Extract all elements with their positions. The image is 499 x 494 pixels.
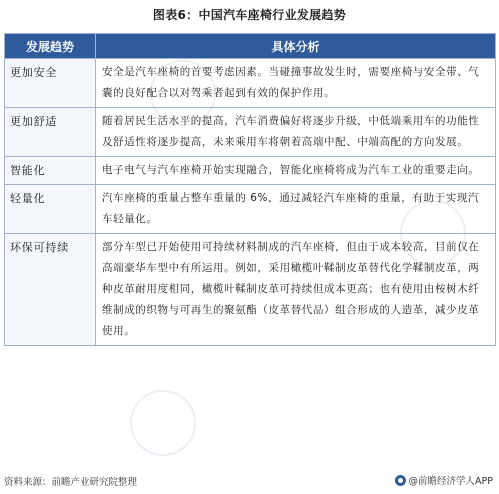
figure-title: 图表6：中国汽车座椅行业发展趋势 — [152, 8, 347, 22]
brand-logo-icon — [395, 475, 406, 486]
table-row — [5, 234, 496, 346]
trend-analysis: 部分车型已开始使用可持续材料制成的汽车座椅，但由于成本较高，目前仅在高端豪华车型中有所运用。例如，采用橄榄叶鞣制皮革替代化学鞣制皮革，两种皮革耐用度相同，橄榄叶鞣制皮革可持续但成本更高；也有使用由桉树木纤维制成的织物与可再生的聚氨酯（皮革替代品）组合形成的人造革，减少皮革使用。 — [96, 234, 496, 346]
trend-category: 更加舒适 — [5, 108, 96, 157]
table-row — [5, 108, 496, 157]
trend-analysis: 安全是汽车座椅的首要考虑因素。当碰撞事故发生时，需要座椅与安全带、气囊的良好配合以对驾乘者起到有效的保护作用。 — [96, 59, 496, 108]
trend-table — [4, 33, 496, 346]
watermark-logo — [130, 390, 196, 456]
trend-category: 环保可持续 — [5, 234, 96, 346]
trend-category: 智能化 — [5, 157, 96, 185]
table-row — [5, 185, 496, 234]
column-header-analysis: 具体分析 — [96, 34, 496, 59]
table-row — [5, 59, 496, 108]
trend-category: 更加安全 — [5, 59, 96, 108]
brand-label: @前瞻经济学人APP — [408, 476, 493, 487]
brand-credit — [395, 473, 493, 487]
trend-category: 轻量化 — [5, 185, 96, 234]
source-note: 资料来源：前瞻产业研究院整理 — [4, 477, 138, 488]
table-row — [5, 157, 496, 185]
trend-analysis: 汽车座椅的重量占整车重量的 6%，通过减轻汽车座椅的重量，有助于实现汽车轻量化。 — [96, 185, 496, 234]
column-header-trend: 发展趋势 — [5, 34, 96, 59]
table-header-row — [5, 34, 496, 59]
trend-analysis: 随着居民生活水平的提高，汽车消费偏好将逐步升级，中低端乘用车的功能性及舒适性将逐步提高，未来乘用车将朝着高端中配、中端高配的方向发展。 — [96, 108, 496, 157]
trend-analysis: 电子电气与汽车座椅开始实现融合，智能化座椅将成为汽车工业的重要走向。 — [96, 157, 496, 185]
